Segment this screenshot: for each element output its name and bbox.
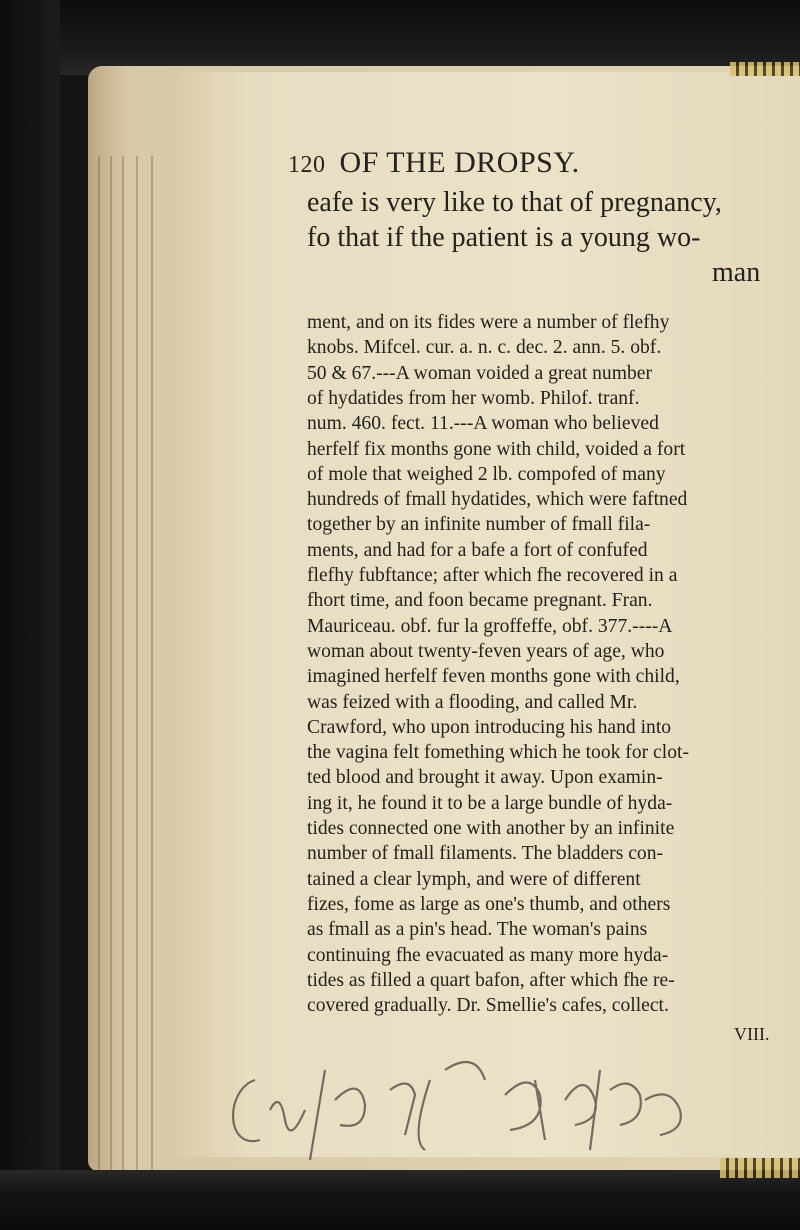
body-line: hundreds of fmall hydatides, which were faftned — [307, 489, 688, 511]
running-title: OF THE DROPSY. — [339, 146, 580, 179]
body-line: tained a clear lymph, and were of different — [307, 868, 641, 890]
leaf-edge — [122, 156, 124, 1221]
body-line: of hydatides from her womb. Philof. tranf. — [307, 387, 640, 409]
body-line: flefhy fubftance; after which fhe recovered in a — [307, 565, 678, 586]
body-line: fizes, fome as large as one's thumb, and others — [307, 893, 671, 915]
body-line: Crawford, who upon introducing his hand into — [307, 716, 672, 738]
gilt-edge-top — [730, 62, 800, 76]
body-line: the vagina felt fomething which he took for clot- — [307, 742, 689, 764]
body-line: tides as filled a quart bafon, after which fhe re- — [307, 969, 675, 991]
body-line: together by an infinite number of fmall fila- — [307, 514, 651, 536]
body-line: number of fmall filaments. The bladders con- — [307, 843, 664, 865]
continuation-line: eafe is very like to that of pregnancy, — [307, 187, 722, 218]
book-board-left — [0, 0, 60, 1230]
body-line: Mauriceau. obf. fur la groffeffe, obf. 377.----A — [307, 615, 673, 637]
leaf-edge — [110, 156, 112, 1221]
page-number: 120 — [288, 152, 326, 178]
body-line: continuing fhe evacuated as many more hyda- — [307, 944, 669, 966]
leaf-edge — [98, 156, 100, 1221]
body-line: fhort time, and foon became pregnant. Fran. — [307, 590, 653, 612]
body-line: num. 460. fect. 11.---A woman who believed — [307, 413, 659, 435]
body-line: ment, and on its fides were a number of flefhy — [307, 312, 670, 333]
body-line: tides connected one with another by an infinite — [307, 818, 675, 839]
handwritten-signature — [215, 1040, 735, 1186]
catchword: VIII. — [734, 1024, 770, 1044]
continuation-line: man — [712, 257, 761, 288]
leaf-edge — [151, 156, 153, 1221]
book-cover-top — [0, 0, 800, 75]
body-line: was feized with a flooding, and called Mr. — [307, 691, 638, 713]
body-line: woman about twenty-feven years of age, who — [307, 640, 665, 662]
running-header — [288, 146, 580, 180]
body-line: as fmall as a pin's head. The woman's pains — [307, 919, 648, 941]
body-line: covered gradually. Dr. Smellie's cafes, collect. — [307, 995, 669, 1017]
body-line: of mole that weighed 2 lb. compofed of many — [307, 463, 666, 485]
continuation-line: fo that if the patient is a young wo- — [307, 222, 701, 253]
body-line: ing it, he found it to be a large bundle of hyda- — [307, 792, 673, 814]
body-line: herfelf fix months gone with child, voided a fort — [307, 438, 686, 460]
body-line: ments, and had for a bafe a fort of confufed — [307, 539, 648, 561]
body-line: 50 & 67.---A woman voided a great number — [307, 362, 652, 384]
leaf-edge — [136, 156, 138, 1221]
body-line: knobs. Mifcel. cur. a. n. c. dec. 2. ann. 5. obf. — [307, 337, 662, 359]
body-line: imagined herfelf feven months gone with child, — [307, 666, 680, 688]
body-line: ted blood and brought it away. Upon examin- — [307, 767, 663, 789]
